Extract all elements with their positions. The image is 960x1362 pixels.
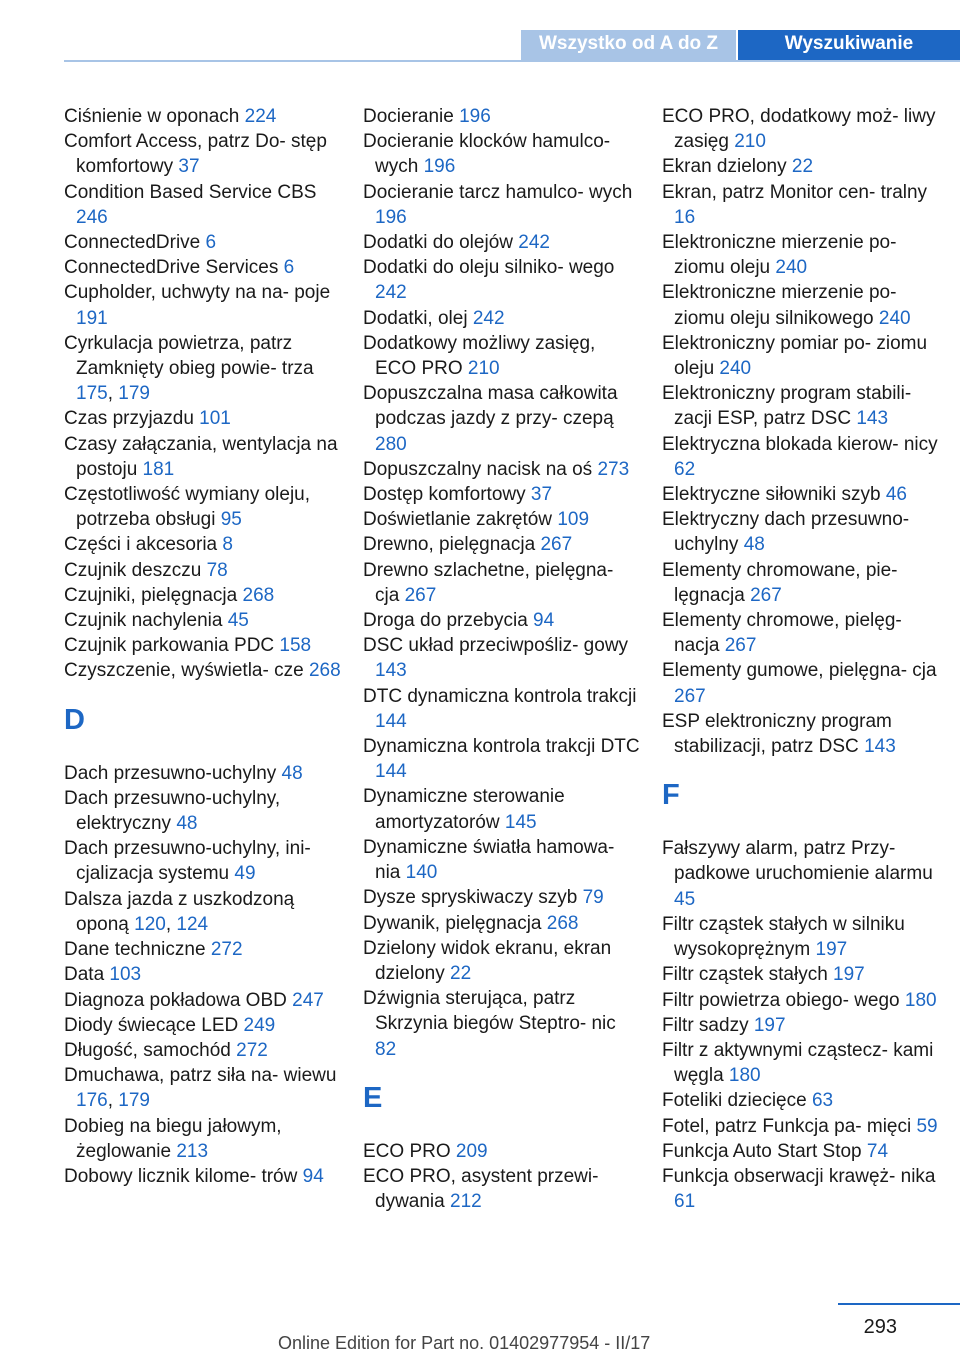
index-entry-text: Czujnik deszczu [64, 559, 207, 581]
index-entry [64, 836, 342, 886]
index-entry [64, 658, 342, 683]
page-link[interactable]: 144 [375, 761, 407, 783]
index-entry [363, 684, 641, 734]
page-link[interactable]: 181 [142, 458, 175, 480]
index-entry [363, 381, 641, 457]
index-entry-text: Dopuszczalna masa całkowita podczas jazdy z przy‐ czepą [363, 383, 618, 430]
page-link[interactable]: 78 [206, 559, 228, 581]
page-link[interactable]: 143 [375, 660, 407, 682]
index-entry [64, 1038, 342, 1063]
page-link[interactable]: 242 [518, 232, 550, 254]
index-entry [662, 280, 940, 330]
index-entry-text: ConnectedDrive Services [64, 257, 284, 279]
index-entry-text: Czujniki, pielęgnacja [64, 584, 243, 606]
index-entry [64, 1164, 342, 1189]
page-link[interactable]: 37 [178, 156, 200, 178]
index-entry [363, 180, 641, 230]
index-entry-text: Dźwignia sterująca, patrz Skrzynia biegów Steptro‐ nic [363, 988, 616, 1035]
page-link[interactable]: 209 [455, 1140, 488, 1162]
tab-search[interactable]: Wyszukiwanie [738, 30, 960, 62]
page-link[interactable]: 240 [878, 307, 911, 329]
page-link[interactable]: 210 [734, 131, 766, 153]
index-entry-text: Czas przyjazdu [64, 408, 200, 430]
index-entry-text: Dopuszczalny nacisk na oś [363, 458, 598, 480]
index-entry-text: ESP elektroniczny program stabilizacji, patrz DSC [662, 710, 892, 758]
index-entry [363, 1139, 641, 1164]
page-link[interactable]: 61 [674, 1191, 696, 1213]
index-entry-text: Elementy gumowe, pielęgna‐ cja [662, 660, 937, 682]
page-link[interactable]: 37 [530, 484, 553, 506]
index-entry [662, 836, 940, 912]
index-entry [662, 1038, 940, 1088]
page-link[interactable]: 267 [404, 584, 437, 606]
index-entry-text: Cyrkulacja powietrza, patrz Zamknięty obieg powie‐ trza [64, 332, 314, 380]
index-entry-text: Ekran dzielony [662, 156, 792, 178]
index-entry [64, 1013, 342, 1038]
page-link[interactable]: 94 [302, 1165, 324, 1187]
page-link[interactable]: 268 [546, 912, 579, 934]
page-link[interactable]: 79 [582, 887, 604, 909]
index-entry-text: Drewno, pielęgnacja [363, 534, 541, 556]
page-link[interactable]: 212 [450, 1191, 482, 1213]
index-entry [64, 432, 342, 482]
page-link[interactable]: 267 [724, 635, 757, 657]
page-link[interactable]: 197 [833, 964, 865, 986]
index-entry [662, 1088, 940, 1113]
page-link[interactable]: 82 [375, 1038, 397, 1060]
page-link[interactable]: 247 [292, 989, 324, 1011]
index-column-3 [662, 104, 940, 1214]
index-entry-text: Czujnik parkowania PDC [64, 635, 280, 657]
index-entry [662, 104, 940, 154]
index-entry-text: Funkcja obserwacji krawęż‐ nika [662, 1165, 936, 1187]
index-entry [363, 608, 641, 633]
index-entry-text: Elektroniczny program stabili‐ zacji ESP, patrz DSC [662, 383, 912, 430]
index-entry [363, 784, 641, 834]
index-entry-text: Docieranie [363, 106, 460, 127]
index-entry-text: Ciśnienie w oponach [64, 106, 245, 127]
page-link[interactable]: 224 [244, 106, 277, 127]
index-entry [662, 988, 940, 1013]
index-entry [363, 835, 641, 885]
page-link[interactable]: 196 [459, 106, 491, 127]
page-link[interactable]: 145 [504, 811, 537, 833]
index-entry-text: ConnectedDrive [64, 232, 206, 254]
index-entry-text: Dodatki, olej [363, 307, 473, 329]
index-entry-text: Czyszczenie, wyświetla‐ cze [64, 660, 309, 682]
index-entry [363, 104, 641, 129]
page-link[interactable]: 197 [815, 939, 848, 961]
page-link[interactable]: 272 [210, 939, 243, 961]
index-entry [662, 154, 940, 179]
index-entry [662, 180, 940, 230]
page-link[interactable]: 267 [540, 534, 573, 556]
index-entry-text: Dane techniczne [64, 939, 211, 961]
index-entry [64, 280, 342, 330]
page-link[interactable]: 242 [375, 282, 407, 304]
index-entry [64, 761, 342, 786]
index-entry [64, 230, 342, 255]
page-link[interactable]: 8 [222, 534, 233, 556]
index-entry-text: Długość, samochód [64, 1039, 237, 1061]
index-entry [363, 482, 641, 507]
page-link[interactable]: 144 [375, 710, 407, 732]
index-entry-text: Części i akcesoria [64, 534, 223, 556]
index-entry-text: Fałszywy alarm, patrz Przy‐ padkowe uruchomienie alarmu [662, 838, 933, 885]
header-divider [64, 60, 960, 62]
index-entry-text: Dodatki do olejów [363, 232, 519, 254]
page-link[interactable]: 103 [109, 964, 142, 986]
page-link[interactable]: 210 [467, 358, 500, 380]
page-link[interactable]: 48 [281, 762, 303, 784]
index-entry [363, 936, 641, 986]
index-entry-text: Filtr cząstek stałych w silniku wysokoprężnym [662, 913, 905, 961]
index-entry-text: Filtr cząstek stałych [662, 964, 834, 986]
page-link[interactable]: 280 [375, 433, 407, 455]
index-entry [662, 912, 940, 962]
page-link[interactable]: 95 [220, 509, 242, 531]
index-entry [64, 1114, 342, 1164]
index-entry-text: Filtr z aktywnymi cząstecz‐ kami węgla [662, 1039, 934, 1087]
index-entry-text: Dodatki do oleju silniko‐ wego [363, 257, 615, 279]
index-entry-text: Doświetlanie zakrętów [363, 509, 558, 531]
page-link[interactable]: 45 [227, 610, 249, 632]
index-entry-text: Dach przesuwno-uchylny, ini‐ cjalizacja systemu [64, 838, 311, 885]
index-entry [662, 230, 940, 280]
edition-note: Online Edition for Part no. 01402977954 - II/17 [278, 1333, 651, 1353]
index-entry [64, 180, 342, 230]
index-entry-text: DTC dynamiczna kontrola trakcji [363, 685, 637, 707]
page-link[interactable]: 6 [205, 232, 217, 254]
index-entry-text: Dynamiczne światła hamowa‐ nia [363, 836, 615, 884]
index-entry-text: ECO PRO, dodatkowy moż‐ liwy zasięg [662, 106, 936, 153]
index-entry-text: Diody świecące LED [64, 1014, 244, 1036]
index-entry: Cyrkulacja powietrza, patrz Zamknięty obieg powie‐ trza 175, 179 [64, 332, 314, 405]
page-link[interactable]: 176 [76, 1090, 108, 1112]
page-header [0, 0, 960, 62]
index-entry [64, 104, 342, 129]
page-link[interactable]: 180 [728, 1065, 761, 1087]
index-entry-text: Condition Based Service CBS [64, 181, 317, 203]
page-link[interactable]: 62 [674, 458, 696, 480]
index-entry [363, 129, 641, 179]
index-entry [662, 709, 940, 759]
page-link[interactable]: 140 [405, 862, 438, 884]
index-entry-text: Dostęp komfortowy [363, 484, 531, 506]
index-entry-text: ECO PRO [363, 1140, 456, 1162]
page-link[interactable]: 268 [308, 660, 341, 682]
index-entry-text: Częstotliwość wymiany oleju, potrzeba obsługi [64, 484, 311, 531]
page-link[interactable]: 120 [134, 913, 166, 935]
page-link[interactable]: 191 [76, 307, 108, 329]
index-entry [662, 432, 940, 482]
index-entry-text: Elektryczne siłowniki szyb [662, 484, 886, 506]
page-link[interactable]: 74 [866, 1140, 889, 1162]
index-entry [363, 633, 641, 683]
index-entry [662, 962, 940, 987]
index-entry [64, 255, 342, 280]
page-link[interactable]: 16 [674, 206, 696, 228]
index-entry [363, 986, 641, 1062]
page-link[interactable]: 240 [775, 257, 808, 279]
index-entry [64, 406, 342, 431]
index-column-1 [64, 104, 342, 1189]
page-number: 293 [863, 1316, 897, 1338]
index-entry-text: Dysze spryskiwaczy szyb [363, 887, 583, 909]
index-entry [363, 558, 641, 608]
index-entry [662, 482, 940, 507]
index-entry [662, 507, 940, 557]
index-entry-text: Docieranie klocków hamulco‐ wych [363, 131, 611, 178]
section-letter: D [64, 703, 85, 736]
page-link[interactable]: 268 [242, 584, 275, 606]
index-entry [363, 734, 641, 784]
index-entry [64, 482, 342, 532]
section-letter: E [363, 1081, 383, 1114]
index-entry [662, 1013, 940, 1038]
index-entry-text: Funkcja Auto Start Stop [662, 1140, 867, 1162]
section-letter: F [662, 779, 680, 812]
index-entry-text: Dynamiczne sterowanie amortyzatorów [363, 786, 565, 833]
index-entry [363, 532, 641, 557]
page-link[interactable]: 48 [743, 534, 765, 556]
index-entry [363, 507, 641, 532]
index-entry [64, 583, 342, 608]
index-entry [363, 255, 641, 305]
page-link[interactable]: 46 [885, 484, 907, 506]
index-entry-text: Elektryczny dach przesuwno- uchylny [662, 509, 910, 556]
index-entry-text: ECO PRO, asystent przewi‐ dywania [363, 1165, 599, 1213]
index-entry-text: Dodatkowy możliwy zasięg, ECO PRO [363, 332, 596, 380]
index-entry [64, 962, 342, 987]
page-link[interactable]: 109 [557, 509, 590, 531]
index-entry-text: Dobowy licznik kilome‐ trów [64, 1165, 303, 1187]
page-link[interactable]: 143 [856, 408, 889, 430]
index-entry: Dmuchawa, patrz siła na‐ wiewu 176, 179 [64, 1065, 337, 1112]
index-entry-text: Czasy załączania, wentylacja na postoju [64, 433, 338, 480]
index-entry-text: Dach przesuwno-uchylny, elektryczny [64, 787, 281, 835]
index-entry-text: Drewno szlachetne, pielęgna‐ cja [363, 559, 614, 606]
page-link[interactable]: 242 [472, 307, 505, 329]
index-entry [363, 457, 641, 482]
page-link[interactable]: 101 [199, 408, 231, 430]
index-entry-text: Foteliki dziecięce [662, 1090, 812, 1112]
page-link[interactable]: 213 [176, 1140, 209, 1162]
index-entry [662, 331, 940, 381]
index-entry-text: Dynamiczna kontrola trakcji DTC [363, 736, 640, 758]
page-link[interactable]: 249 [243, 1014, 276, 1036]
index-entry: Dalsza jazda z uszkodzoną oponą 120, 124 [64, 888, 295, 935]
index-entry-text: Dmuchawa, patrz siła na‐ wiewu [64, 1065, 337, 1087]
page-link[interactable]: 63 [811, 1090, 834, 1112]
index-entry-text: Dalsza jazda z uszkodzoną oponą [64, 888, 295, 935]
page-link[interactable]: 124 [176, 913, 209, 935]
index-entry [662, 1114, 940, 1139]
index-entry-text: Ekran, patrz Monitor cen‐ tralny [662, 181, 928, 203]
index-entry-text: Comfort Access, patrz Do‐ stęp komfortowy [64, 131, 327, 178]
page-link[interactable]: 94 [533, 610, 555, 632]
index-entry [64, 786, 342, 836]
index-entry-text: Elektryczna blokada kierow‐ nicy [662, 433, 938, 455]
index-entry [64, 988, 342, 1013]
index-entry [363, 911, 641, 936]
index-entry-text: Czujnik nachylenia [64, 610, 228, 632]
index-column-2 [363, 104, 641, 1214]
index-entry-text: Dobieg na biegu jałowym, żeglowanie [64, 1115, 282, 1162]
index-entry [662, 1164, 940, 1214]
index-entry [363, 306, 641, 331]
page-link[interactable]: 240 [719, 358, 752, 380]
index-entry-text: Droga do przebycia [363, 610, 534, 632]
index-entry-text: Dzielony widok ekranu, ekran dzielony [363, 937, 612, 984]
page-link[interactable]: 49 [234, 863, 256, 885]
index-entry-text: Diagnoza pokładowa OBD [64, 989, 293, 1011]
index-entry-text: Cupholder, uchwyty na na‐ poje [64, 282, 331, 304]
page-link[interactable]: 180 [904, 989, 937, 1011]
index-entry [363, 230, 641, 255]
page-link[interactable]: 179 [118, 1090, 150, 1112]
index-entry-text: Elektroniczne mierzenie po‐ ziomu oleju silnikowego [662, 282, 897, 329]
index-entry-text: Data [64, 964, 110, 986]
index-entry-text: Dach przesuwno-uchylny [64, 762, 282, 784]
index-entry-text: Dywanik, pielęgnacja [363, 912, 547, 934]
index-entry [662, 558, 940, 608]
index-entry [64, 633, 342, 658]
index-entry [64, 532, 342, 557]
footer-divider [838, 1303, 960, 1305]
page-link[interactable]: 267 [674, 685, 706, 707]
index-entry [64, 129, 342, 179]
index-entry-text: Filtr powietrza obiego‐ wego [662, 989, 905, 1011]
page-link[interactable]: 48 [176, 813, 198, 835]
index-entry [662, 1139, 940, 1164]
index-entry [662, 608, 940, 658]
page-link[interactable]: 246 [76, 206, 108, 228]
page-link[interactable]: 6 [283, 257, 295, 279]
index-entry-text: Fotel, patrz Funkcja pa‐ mięci [662, 1115, 917, 1137]
index-entry [64, 937, 342, 962]
index-entry-text: Elektroniczne mierzenie po‐ ziomu oleju [662, 232, 897, 279]
index-entry-text: Elektroniczny pomiar po‐ ziomu oleju [662, 332, 928, 380]
index-entry-text: DSC układ przeciwpośliz‐ gowy [363, 635, 629, 657]
index-entry [64, 558, 342, 583]
page-link[interactable]: 45 [674, 888, 696, 910]
tab-a-to-z[interactable]: Wszystko od A do Z [521, 30, 736, 62]
page-link[interactable]: 196 [423, 156, 456, 178]
index-entry-text: Elementy chromowane, pie‐ lęgnacja [662, 559, 898, 606]
page-link[interactable]: 197 [753, 1014, 786, 1036]
index-entry [662, 658, 940, 708]
index-entry [363, 885, 641, 910]
page-link[interactable]: 59 [916, 1115, 938, 1137]
index-entry [662, 381, 940, 431]
page-link[interactable]: 179 [118, 383, 150, 405]
page-link[interactable]: 158 [279, 635, 312, 657]
page-link[interactable]: 175 [76, 383, 108, 405]
index-entry-text: Docieranie tarcz hamulco‐ wych [363, 181, 633, 203]
index-entry-text: Filtr sadzy [662, 1014, 754, 1036]
index-entry [64, 608, 342, 633]
page-link[interactable]: 22 [791, 156, 814, 178]
index-entry [363, 331, 641, 381]
index-entry-text: Elementy chromowe, pielęg‐ nacja [662, 610, 902, 657]
page-link[interactable]: 267 [750, 584, 782, 606]
page-link[interactable]: 273 [597, 458, 630, 480]
page-link[interactable]: 272 [236, 1039, 268, 1061]
page-link[interactable]: 196 [375, 206, 407, 228]
page-link[interactable]: 22 [450, 962, 472, 984]
page-link[interactable]: 143 [864, 736, 896, 758]
index-entry [363, 1164, 641, 1214]
